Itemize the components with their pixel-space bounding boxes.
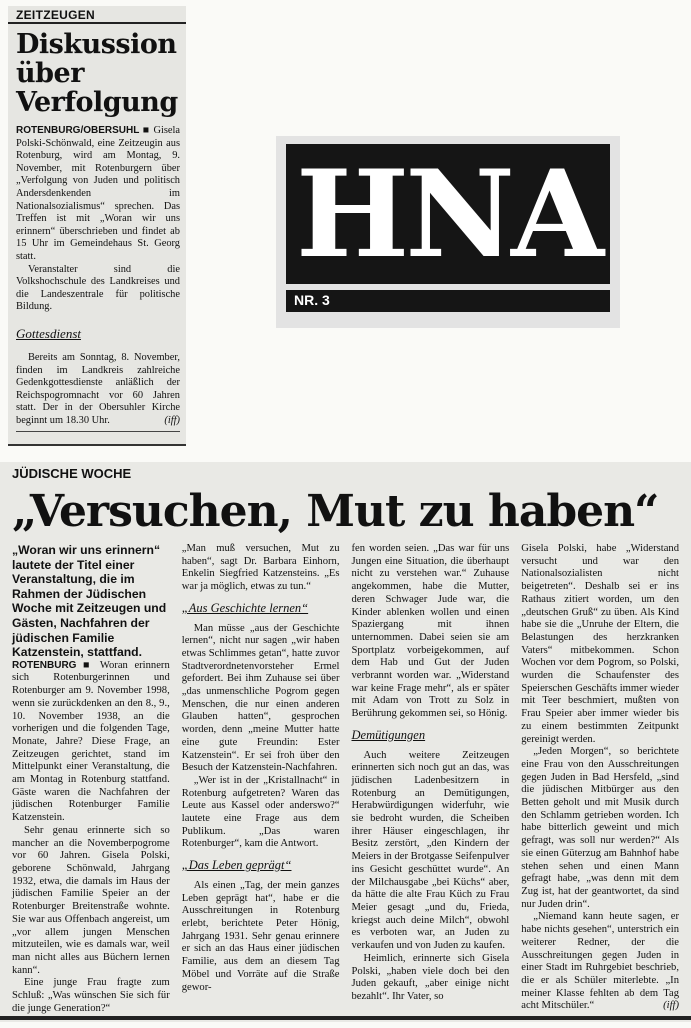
paragraph: „Jeden Morgen“, so berichtete eine Frau von den Ausschreitungen gegen Juden in Bad Hersfeld, „sind die jüdischen Mitbürger aus den Betten geholt und mit Musik durch den Schlamm getrieben worden. Ich habe bitterlich geweint und mich gefragt, was soll nur werden?“ Als sie einen Güterzug am Bahnhof habe stehen sehen und einen Mann gefragt habe, „was denn mit dem Zug ist, hat der geantwortet, da sind nur Juden drin“.	[521, 746, 679, 910]
paragraph: Heimlich, erinnerte sich Gisela Polski, „haben viele doch bei den Juden gekauft, „aber einige nicht bezahlt“. Ihr Vater, so	[351, 952, 510, 1002]
clipping-zeitzeugen	[8, 6, 186, 446]
paragraph: fen worden seien. „Das war für uns Jungen eine Situation, die überhaupt nicht zu verstehen war.“ Zuhause angekommen, habe die Mutter, deren Schwager Jude war, die Kinder ablenken wollen und einen Spaziergang mit ihnen unternommen. Dabei seien sie am Sportplatz vorbeigekommen, auf dem Hab und Gut der Juden verbrannt worden war. „Widerstand war keine Frage mehr“, als er später mit Adam von Trott zu Solz in Berührung gekommen sei, so Hönig.	[351, 543, 510, 720]
paragraph	[521, 911, 679, 1013]
paragraph: „Man muß versuchen, Mut zu haben“, sagt Dr. Barbara Einhorn, Enkelin Siegfried Katzensteins. „Es war ja möglich, etwas zu tun.“	[181, 543, 340, 593]
dateline: ROTENBURG/OBERSUHL	[16, 125, 140, 136]
kicker: JÜDISCHE WOCHE	[12, 466, 132, 481]
author-tag: (iff)	[663, 1000, 679, 1012]
dateline: ROTENBURG	[12, 659, 77, 671]
lead-text: „Woran wir uns erinnern“ lautete der Titel einer Veranstaltung, die im Rahmen der Jüdischen Woche mit Zeitzeugen und Gästen, Nachfahren der jüdischen Familie Katzenstein, stattfand.	[12, 543, 167, 660]
subheading: „Aus Geschichte lernen“	[181, 600, 309, 615]
divider	[0, 1016, 691, 1020]
subheading: Demütigungen	[351, 727, 426, 742]
paragraph: Als einen „Tag, der mein ganzes Leben geprägt hat“, habe er die Ausschreitungen in Rotenburg erlebt, berichtete Peter Hönig, Jahrgang 1931. Sehr genau erinnere er sich an das Haus einer jüdischen Familie, aus dem an diesem Tag Möbel und Vorräte auf die Straße gewor-	[181, 879, 340, 993]
paragraph-text: Woran erinnern sich Rotenburgerinnen und Rotenburger am 9. November 1998, wenn sie zurückdenken an den 8., 9., 10. November 1938, an die vorherigen und die folgenden Tage, Monate, Jahre? Diese Frage, an Zeitzeugen gerichtet, stand im Mittelpunkt einer Veranstaltung, die am Montag in Rotenburg stattfand. Gäste waren die Nachfahren der jüdischen Rotenburger Familie Katzenstein.	[12, 659, 170, 824]
headline: „Versuchen, Mut zu haben“	[12, 486, 659, 537]
logo-text: HNA	[295, 144, 601, 285]
paragraph: Eine junge Frau fragte zum Schluß: „Was wünschen Sie sich für die junge Generation?“	[12, 977, 170, 1014]
paragraph: „Wer ist in der „Kristallnacht“ in Rotenburg aufgetreten? Waren das Leute aus Kassel oder anderswo?“ lautete eine Frage aus dem Publikum. „Das waren Rotenburger“, kam die Antwort.	[181, 774, 340, 850]
issue-number: NR. 3	[294, 292, 330, 308]
paragraph: Auch weitere Zeitzeugen erinnerten sich noch gut an das, was jüdischen Ladenbesitzern in Rotenburg an Demütigungen, Herabwürdigungen widerfuhr, wie sie bedroht wurden, die Scheiben ihrer Häuser eingeschlagen, ihr Besitz zerstört, „den Kindern der Meiers in der Brotgasse Seifenpulver ins Gesicht geschüttet wurde“. An der Milchausgabe „bei Küchs“ aber, da hätte die alte Frau Küch zu Frau Meier gesagt „und du, Frieda, kriegst auch deine Milch“, obwohl es verboten war, an Juden zu verkaufen und von Juden zu kaufen.	[351, 749, 510, 952]
article-body: ROTENBURG/OBERSUHL ■ Gisela Polski-Schönwald, eine Zeitzeugin aus Rotenburg, wird am Montag, 9. November, mit Rotenburgern über „Verfolgung von Juden und politisch Andersdenkenden im Nationalsozialismus“ sprechen. Das Treffen ist mit „Woran wir uns erinnern“ überschrieben und findet ab 15 Uhr im Gemeindehaus St. Georg statt.	[16, 125, 180, 262]
author-tag: (iff)	[164, 414, 180, 426]
hna-logo	[276, 136, 620, 328]
column-3	[352, 543, 510, 1015]
paragraph: ROTENBURG ■ Woran erinnern sich Rotenburgerinnen und Rotenburger am 9. November 1998, wenn sie zurückdenken an den 8., 9., 10. November 1938, an die vorherigen und die folgenden Tage, Monate, Jahre? Diese Frage, an Zeitzeugen gerichtet, stand im Mittelpunkt einer Veranstaltung, die am Montag in Rotenburg stattfand. Gäste waren die Nachfahren der jüdischen Rotenburger Familie Katzenstein.	[12, 659, 170, 824]
paragraph: Man müsse „aus der Geschichte lernen“, nicht nur sagen „wir haben etwas Schlimmes getan“, hatte zuvor Stadtverordnetenvorsteher Ermel gefordert. Bei ihm Zuhause sei über „das unmenschliche Pogrom gegen Menschen, die nur einen anderen Glauben hatten“, gesprochen worden, denn „meine Mutter hatte eine gute Freundin: Ester Katzenstein“. Er sei froh über den Besuch der Katzenstein-Nachfahren.	[181, 622, 340, 774]
kicker: ZEITZEUGEN	[16, 8, 96, 22]
clipping-juedische-woche	[0, 462, 691, 1022]
issue-bar	[286, 290, 610, 312]
paragraph: Gisela Polski, habe „Widerstand versucht und war den Nationalsozialisten nicht beigetreten“. Deshalb sei er ins Rathaus zitiert worden, um den „deutschen Gruß“ zu üben. Als Kind habe sie die „Unruhe der Eltern, die Belastungen des herzkranken Vaters“ mitbekommen. Schon Wochen vor dem Pogrom, so Polski, wurden die Schaufenster des Speierschen Geschäfts immer wieder mit Teer beschmiert, mußten von Frau Speier aber immer wieder bis zu einem bestimmten Zeitpunkt gereinigt werden.	[521, 543, 679, 745]
divider	[8, 22, 186, 24]
paragraph-text: Bereits am Sonntag, 8. November, finden im Landkreis zahlreiche Gedenkgottesdienste anläßlich der Reichspogromnacht vor 60 Jahren statt. Der in der Obersuhler Kirche beginnt um 18.30 Uhr.	[16, 351, 180, 426]
subheading: „Das Leben geprägt“	[181, 858, 292, 873]
column-1	[12, 543, 170, 1015]
article-columns	[8, 543, 683, 1015]
paragraph: Sehr genau erinnerte sich so mancher an die Novemberpogrome vor 60 Jahren. Gisela Polski, geborene Schönwald, Jahrgang 1932, etwa, die damals im Haus der jüdischen Familie Speier an der Rotenburger Breitenstraße wohnte. Sie war aus Offenbach angereist, um „vor allem jungen Menschen mitzuteilen, wie es damals war, weil man nicht alles aus Büchern lernen kann“.	[12, 824, 170, 976]
column-4	[521, 543, 679, 1015]
paragraph: Gisela Polski-Schönwald, eine Zeitzeugin aus Rotenburg, wird am Montag, 9. November, mit Rotenburgern über „Verfolgung von Juden und politisch Andersdenkenden im Nationalsozialismus“ sprechen. Das Treffen ist mit „Woran wir uns erinnern“ überschrieben und findet ab 15 Uhr im Gemeindehaus St. Georg statt.	[16, 125, 180, 262]
logo-block	[286, 144, 610, 284]
paragraph	[16, 352, 180, 433]
paragraph: Veranstalter sind die Volkshochschule des Landkreises und die Landeszentrale für politische Bildung.	[16, 263, 180, 313]
paragraph-text: „Niemand kann heute sagen, er habe nichts gesehen“, unterstrich ein weiterer Redner, der die Ausschreitungen gegen Juden in einer Stadt im Ruhrgebiet beschrieb, die er als Schüler miterlebte. „In meiner Klasse fehlten ab dem Tag acht Mitschüler.“	[521, 911, 679, 1012]
subheading: Gottesdienst	[16, 325, 81, 341]
article-title: Diskussion über Verfolgung	[16, 29, 178, 118]
column-2	[182, 543, 340, 1015]
